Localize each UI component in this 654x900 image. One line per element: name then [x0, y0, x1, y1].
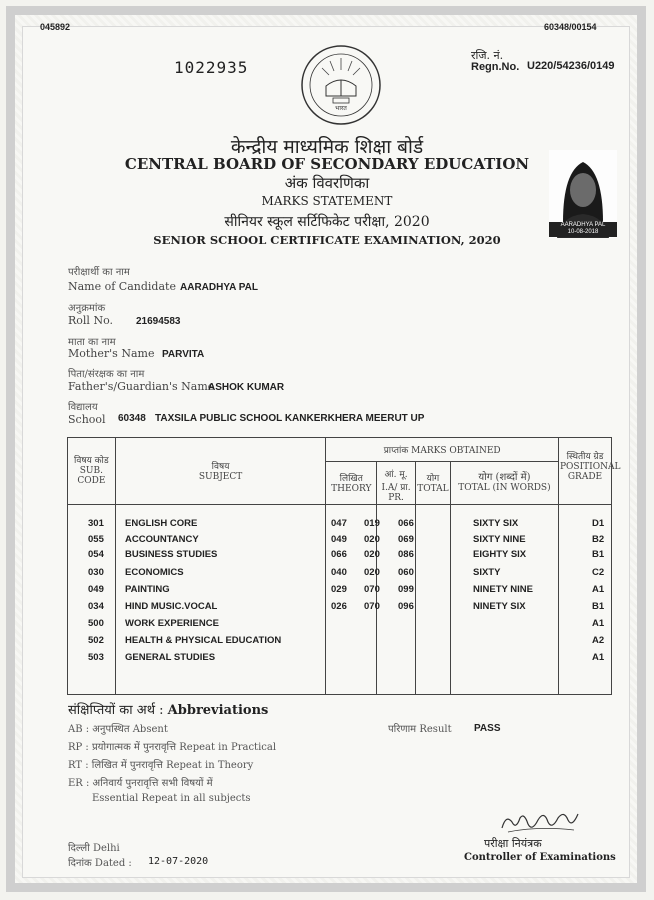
- subject-name: BUSINESS STUDIES: [125, 549, 218, 560]
- header-theory: [326, 462, 377, 505]
- result-label-hindi: परिणाम: [388, 724, 417, 735]
- photo-caption-name: AARADHYA PAL: [560, 222, 606, 228]
- header-total-hindi: योग: [426, 474, 440, 484]
- dated-value: 12-07-2020: [148, 856, 209, 867]
- roll-label: Roll No.: [68, 314, 113, 327]
- theory-marks: 049: [331, 534, 347, 545]
- header-words-hindi: योग (शब्दों में): [478, 472, 531, 483]
- header-marks-en: MARKS OBTAINED: [411, 446, 501, 456]
- name-label: Name of Candidate: [68, 280, 176, 293]
- photo-caption: [549, 222, 617, 237]
- subject-name: PAINTING: [125, 584, 170, 595]
- abbr-essential-repeat: ER : अनिवार्य पुनरावृत्ति सभी विषयों में: [68, 778, 213, 789]
- header-grade-hindi: स्थितीय ग्रेड: [566, 452, 604, 462]
- mother-name: PARVITA: [162, 349, 205, 360]
- abbr-repeat-practical: RP : प्रयोगात्मक में पुनरावृत्ति Repeat in Practical: [68, 742, 277, 753]
- total-marks: 096: [398, 601, 414, 612]
- place-en: Delhi: [92, 843, 120, 854]
- abbreviations-title-hindi: संक्षिप्तियों का अर्थ :: [68, 703, 164, 718]
- positional-grade: A1: [592, 652, 605, 663]
- subject-name: ECONOMICS: [125, 567, 184, 578]
- col-total: [415, 505, 450, 695]
- school-label: School: [68, 413, 106, 426]
- total-marks: 069: [398, 534, 414, 545]
- subject-code: 502: [88, 635, 104, 646]
- dated-label: [68, 855, 132, 869]
- roll-number: 21694583: [136, 316, 181, 327]
- total-in-words: SIXTY SIX: [473, 518, 519, 529]
- photo-caption-date: 10-08-2018: [567, 229, 599, 235]
- positional-grade: A1: [592, 584, 605, 595]
- ia-marks: 070: [364, 601, 380, 612]
- col-code: [68, 505, 116, 695]
- header-total-words: [450, 462, 558, 505]
- father-label: Father's/Guardian's Name: [68, 380, 215, 393]
- abbr-absent: AB : अनुपस्थित Absent: [68, 724, 168, 735]
- header-grade-en: POSITIONAL GRADE: [560, 462, 621, 482]
- total-in-words: SIXTY NINE: [473, 534, 526, 545]
- name-label-hindi: परीक्षार्थी का नाम: [68, 267, 130, 278]
- col-grade: [559, 505, 612, 695]
- result-label-en: Result: [419, 724, 452, 735]
- positional-grade: B2: [592, 534, 605, 545]
- theory-marks: 026: [331, 601, 347, 612]
- total-in-words: NINETY SIX: [473, 601, 526, 612]
- abbreviations-heading: [68, 700, 268, 718]
- school-label-hindi: विद्यालय: [68, 402, 98, 413]
- subject-code: 034: [88, 601, 104, 612]
- subject-name: HEALTH & PHYSICAL EDUCATION: [125, 635, 282, 646]
- exam-title-hindi: सीनियर स्कूल सर्टिफिकेट परीक्षा, 2020: [224, 214, 430, 230]
- document-title: MARKS STATEMENT: [261, 194, 393, 208]
- board-name-hindi: केन्द्रीय माध्यमिक शिक्षा बोर्ड: [230, 136, 424, 158]
- abbreviations-title: Abbreviations: [167, 703, 269, 718]
- ia-marks: 020: [364, 534, 380, 545]
- father-label-hindi: पिता/संरक्षक का नाम: [68, 369, 145, 380]
- positional-grade: B1: [592, 549, 605, 560]
- col-subject: [115, 505, 326, 695]
- subject-code: 500: [88, 618, 104, 629]
- theory-marks: 029: [331, 584, 347, 595]
- subject-code: 049: [88, 584, 104, 595]
- positional-grade: C2: [592, 567, 605, 578]
- positional-grade: A2: [592, 635, 605, 646]
- header-subject: [115, 438, 326, 505]
- certificate-number: 1022935: [174, 58, 249, 77]
- col-ia: [377, 505, 416, 695]
- header-theory-hindi: लिखित: [339, 474, 363, 484]
- header-theory-en: THEORY: [331, 484, 372, 494]
- controller-title-hindi: परीक्षा नियंत्रक: [484, 837, 542, 850]
- subject-name: ENGLISH CORE: [125, 518, 198, 529]
- regn-label-hindi: रजि. नं.: [471, 49, 504, 62]
- subject-code: 503: [88, 652, 104, 663]
- col-words: [450, 505, 558, 695]
- theory-marks: 066: [331, 549, 347, 560]
- header-ia: [377, 462, 416, 505]
- result-label: [388, 721, 452, 735]
- subject-name: GENERAL STUDIES: [125, 652, 216, 663]
- subject-name: ACCOUNTANCY: [125, 534, 199, 545]
- subject-code: 054: [88, 549, 104, 560]
- ia-marks: 020: [364, 549, 380, 560]
- total-in-words: EIGHTY SIX: [473, 549, 527, 560]
- subject-code: 055: [88, 534, 104, 545]
- positional-grade: D1: [592, 518, 605, 529]
- header-grade: [559, 438, 621, 505]
- total-in-words: NINETY NINE: [473, 584, 534, 595]
- header-marks-obtained: [326, 438, 559, 462]
- candidate-name: AARADHYA PAL: [180, 282, 258, 293]
- school-name: TAXSILA PUBLIC SCHOOL KANKERKHERA MEERUT UP: [155, 413, 425, 424]
- theory-marks: 040: [331, 567, 347, 578]
- roll-label-hindi: अनुक्रमांक: [68, 303, 106, 314]
- abbr-repeat-theory: RT : लिखित में पुनरावृत्ति Repeat in Theory: [68, 760, 254, 771]
- exam-title: SENIOR SCHOOL CERTIFICATE EXAMINATION, 2020: [153, 233, 501, 247]
- controller-title: Controller of Examinations: [464, 852, 616, 863]
- subject-name: WORK EXPERIENCE: [125, 618, 219, 629]
- subject-code: 030: [88, 567, 104, 578]
- mother-label-hindi: माता का नाम: [68, 337, 116, 348]
- total-marks: 099: [398, 584, 414, 595]
- header-ia-en: I.A/ प्रा. PR.: [381, 483, 411, 503]
- total-in-words: SIXTY: [473, 567, 501, 578]
- header-total-en: TOTAL: [417, 484, 449, 494]
- serial-number-left: 045892: [40, 22, 71, 32]
- header-ia-hindi: आं. मू.: [384, 470, 408, 480]
- ia-marks: 020: [364, 567, 380, 578]
- ia-marks: 070: [364, 584, 380, 595]
- total-marks: 066: [398, 518, 414, 529]
- total-marks: 060: [398, 567, 414, 578]
- mother-label: Mother's Name: [68, 347, 155, 360]
- subject-name: HIND MUSIC.VOCAL: [125, 601, 218, 612]
- header-marks-hindi: प्राप्तांक: [383, 446, 409, 456]
- theory-marks: 047: [331, 518, 347, 529]
- ia-marks: 019: [364, 518, 380, 529]
- regn-value: U220/54236/0149: [527, 60, 615, 72]
- dated-label-en: Dated :: [94, 858, 132, 869]
- father-name: ASHOK KUMAR: [208, 382, 285, 393]
- abbr-essential-repeat-en: Essential Repeat in all subjects: [92, 793, 251, 804]
- serial-number-right: 60348/00154: [544, 22, 597, 32]
- subject-code: 301: [88, 518, 104, 529]
- school-code: 60348: [118, 413, 146, 424]
- place: [68, 840, 120, 854]
- header-subject-hindi: विषय: [211, 462, 230, 472]
- dated-label-hindi: दिनांक: [68, 858, 92, 869]
- header-sub-code: [68, 438, 116, 505]
- total-marks: 086: [398, 549, 414, 560]
- col-theory: [326, 505, 377, 695]
- regn-label: Regn.No.: [471, 61, 520, 73]
- board-name: CENTRAL BOARD OF SECONDARY EDUCATION: [124, 155, 530, 173]
- positional-grade: A1: [592, 618, 605, 629]
- cbse-logo-emblem: [300, 44, 382, 126]
- result-value: PASS: [474, 723, 501, 734]
- header-subject-en: SUBJECT: [198, 472, 243, 482]
- controller-signature: [498, 808, 584, 836]
- header-code: SUB. CODE: [77, 466, 106, 486]
- place-hindi: दिल्ली: [68, 843, 90, 854]
- header-words-en: TOTAL (IN WORDS): [458, 483, 551, 493]
- document-title-hindi: अंक विवरणिका: [284, 174, 370, 192]
- logo-bottom-text: भारत: [335, 105, 347, 112]
- header-code-hindi: विषय कोड: [74, 456, 109, 466]
- header-total: [415, 462, 450, 505]
- positional-grade: B1: [592, 601, 605, 612]
